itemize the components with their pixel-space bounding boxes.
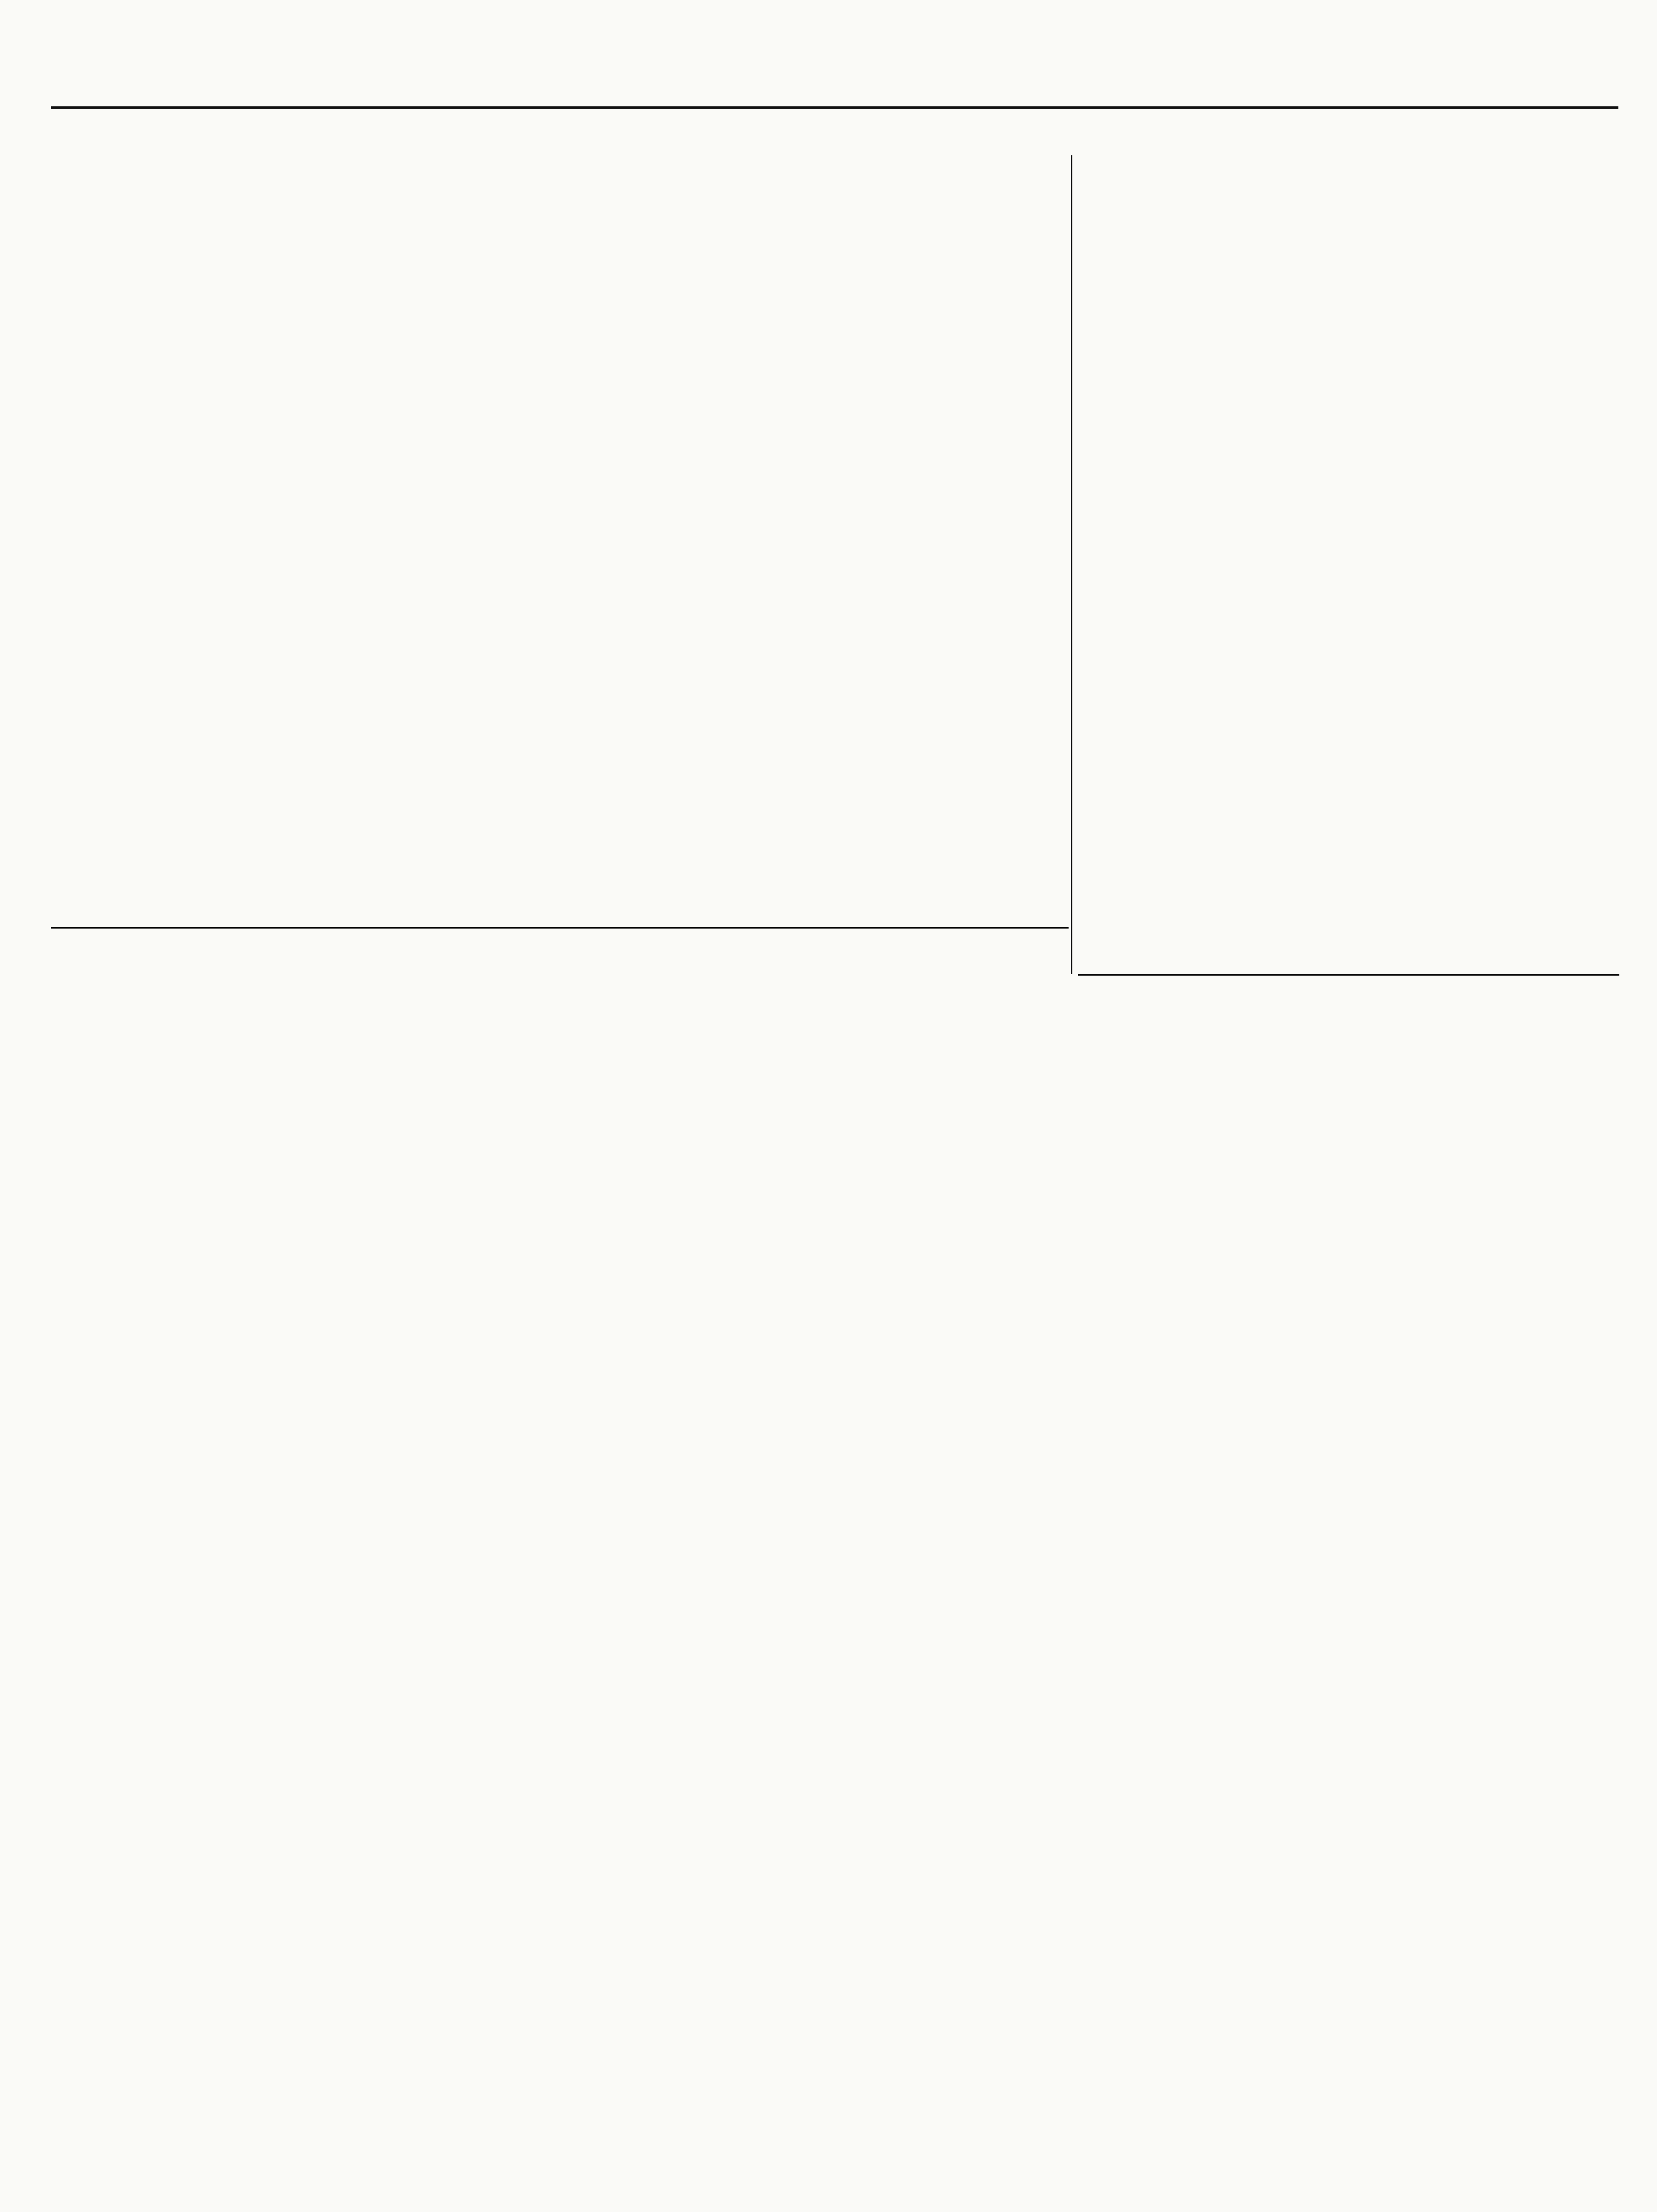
lajes-column-2	[1337, 1257, 1586, 1850]
riomaior-column-1	[56, 1130, 300, 1327]
riomaior-column-2	[310, 1130, 555, 1327]
lajes-column-1	[1078, 1257, 1327, 1850]
cimeira-column-3	[567, 462, 817, 917]
farmacias-column-2-top	[1342, 381, 1591, 588]
cimeira-column-1	[56, 399, 305, 917]
riomaior-column-4-top	[818, 1130, 1063, 1224]
separator-rule	[1078, 974, 1619, 976]
separator-rule	[51, 927, 1069, 929]
riomaior-column-4	[818, 1261, 1063, 1854]
farmacias-column-2	[1342, 685, 1591, 930]
riomaior-column-3	[564, 1130, 809, 2207]
cimeira-column-4	[825, 612, 1070, 918]
cimeira-column-4-top	[825, 399, 1070, 493]
column-divider	[1071, 155, 1072, 974]
farmacias-column-1	[1083, 381, 1332, 927]
cimeira-column-2	[314, 399, 564, 917]
masthead-rule	[51, 106, 1618, 109]
